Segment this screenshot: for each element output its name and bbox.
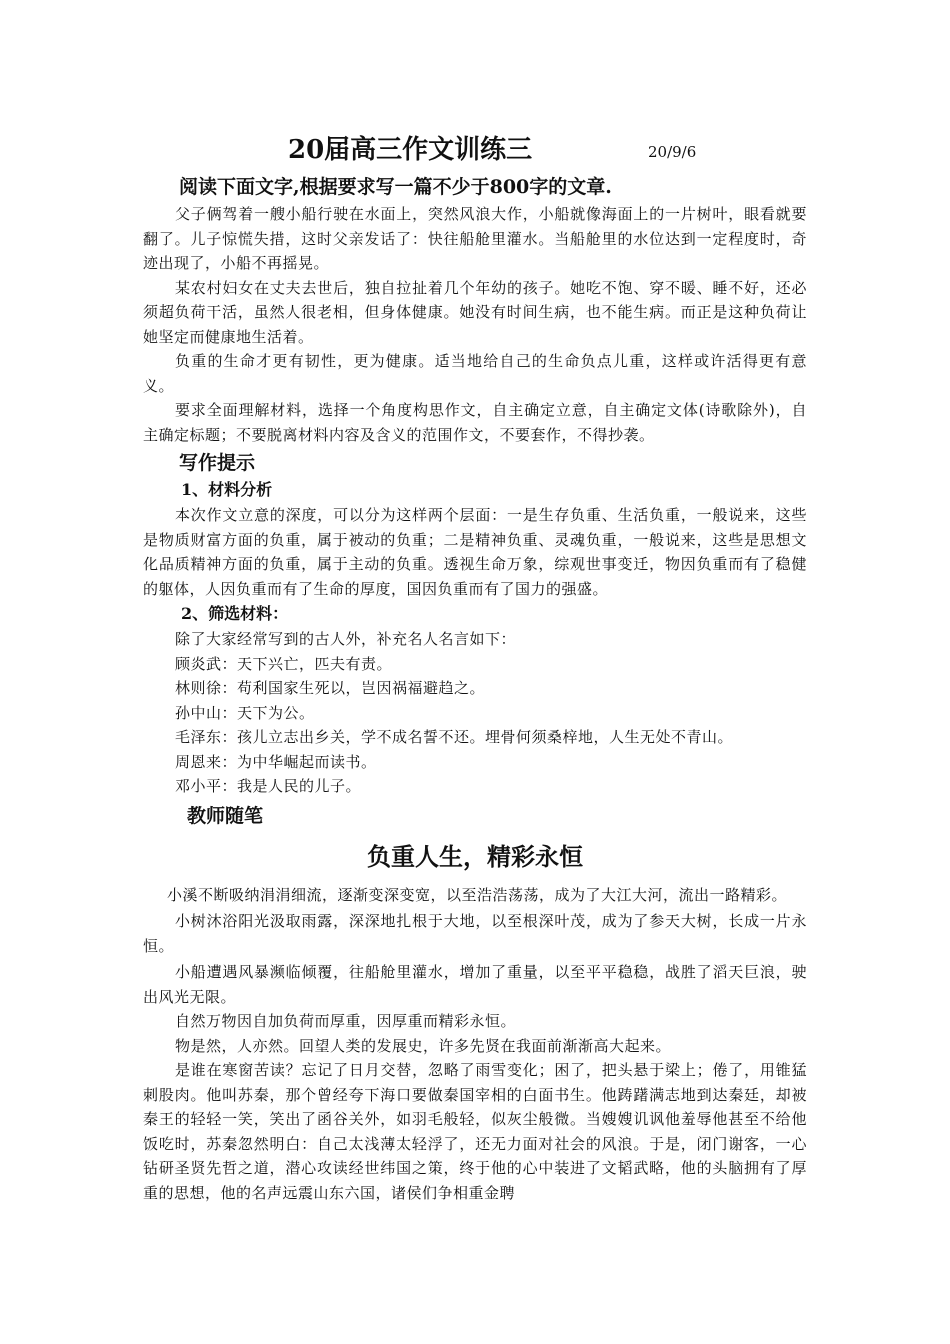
quote-item: 孙中山：天下为公。 — [175, 703, 315, 722]
document-body — [143, 172, 807, 1205]
essay-paragraph: 自然万物因自加负荷而厚重，因厚重而精彩永恒。 — [175, 1012, 517, 1030]
selection-heading: 2、筛选材料： — [181, 604, 289, 623]
prompt-paragraph: 某农村妇女在丈夫去世后，独自拉扯着几个年幼的孩子。她吃不饱、穿不暖、睡不好，还必须超负荷干活，虽然人很老相，但身体健康。她没有时间生病，也不能生病。而正是这种负荷让她坚定而健康地生活着。 — [143, 278, 807, 346]
tips-heading: 写作提示 — [179, 452, 256, 474]
essay — [143, 837, 807, 1206]
title-row — [0, 130, 950, 170]
prompt-requirements: 要求全面理解材料，选择一个角度构思作文，自主确定立意，自主确定文体(诗歌除外)，自主确定标题；不要脱离材料内容及含义的范围作文，不要套作，不得抄袭。 — [143, 401, 807, 444]
page-title: 20届高三作文训练三 — [288, 135, 533, 165]
quote-item: 林则徐：苟利国家生死以，岂因祸福避趋之。 — [175, 679, 486, 697]
selection-intro: 除了大家经常写到的古人外，补充名人名言如下： — [175, 630, 517, 648]
essay-paragraph: 小树沐浴阳光汲取雨露，深深地扎根于大地，以至根深叶茂，成为了参天大树，长成一片永恒。 — [143, 912, 807, 955]
notes-heading: 教师随笔 — [187, 804, 264, 827]
essay-paragraph: 小溪不断吸纳涓涓细流，逐渐变深变宽，以至浩浩荡荡，成为了大江大河，流出一路精彩。 — [167, 885, 788, 904]
analysis-heading: 1、材料分析 — [181, 480, 273, 499]
title-date: 20/9/6 — [648, 143, 697, 161]
essay-paragraph: 物是然，人亦然。回望人类的发展史，许多先贤在我面前渐渐高大起来。 — [175, 1036, 672, 1055]
essay-title: 负重人生，精彩永恒 — [367, 841, 583, 871]
analysis-text: 本次作文立意的深度，可以分为这样两个层面：一是生存负重、生活负重，一般说来，这些是物质财富方面的负重，属于被动的负重；二是精神负重、灵魂负重，一般说来，这些是思想文化品质精神方面的负重，属于主动的负重。透视生命万象，综观世事变迁，物因负重而有了稳健的躯体，人因负重而有了生命的厚度，国因负重而有了国力的强盛。 — [143, 506, 807, 598]
prompt-heading: 阅读下面文字,根据要求写一篇不少于800字的文章. — [179, 176, 612, 198]
prompt-paragraph: 父子俩驾着一艘小船行驶在水面上，突然风浪大作，小船就像海面上的一片树叶，眼看就要翻了。儿子惊慌失措，这时父亲发话了：快往船舱里灌水。当船舱里的水位达到一定程度时，奇迹出现了，小船不再摇晃。 — [143, 205, 807, 272]
essay-paragraph: 是谁在寒窗苦读？忘记了日月交替，忽略了雨雪变化；困了，把头悬于梁上；倦了，用锥猛刺股肉。他叫苏秦，那个曾经夸下海口要做秦国宰相的白面书生。他踌躇满志地到达秦廷，却被秦王的轻轻一笑，笑出了函谷关外，如羽毛般轻，似灰尘般微。当嫂嫂讥讽他羞辱他甚至不给他饭吃时，苏秦忽然明白：自己太浅薄太轻浮了，还无力面对社会的风浪。于是，闭门谢客，一心钻研圣贤先哲之道，潜心攻读经世纬国之策，终于他的心中装进了文韬武略，他的头脑拥有了厚重的思想，他的名声远震山东六国，诸侯们争相重金聘 — [143, 1061, 807, 1202]
essay-paragraph: 小船遭遇风暴濒临倾覆，往船舱里灌水，增加了重量，以至平平稳稳，战胜了滔天巨浪，驶出风光无限。 — [143, 963, 807, 1006]
quote-item: 周恩来：为中华崛起而读书。 — [175, 752, 377, 771]
quote-item: 顾炎武：天下兴亡，匹夫有责。 — [175, 654, 393, 673]
quote-item: 毛泽东：孩儿立志出乡关，学不成名誓不还。埋骨何须桑梓地，人生无处不青山。 — [175, 728, 734, 746]
quote-item: 邓小平：我是人民的儿子。 — [175, 777, 362, 795]
prompt-paragraph: 负重的生命才更有韧性，更为健康。适当地给自己的生命负点儿重，这样或许活得更有意义。 — [143, 352, 807, 395]
